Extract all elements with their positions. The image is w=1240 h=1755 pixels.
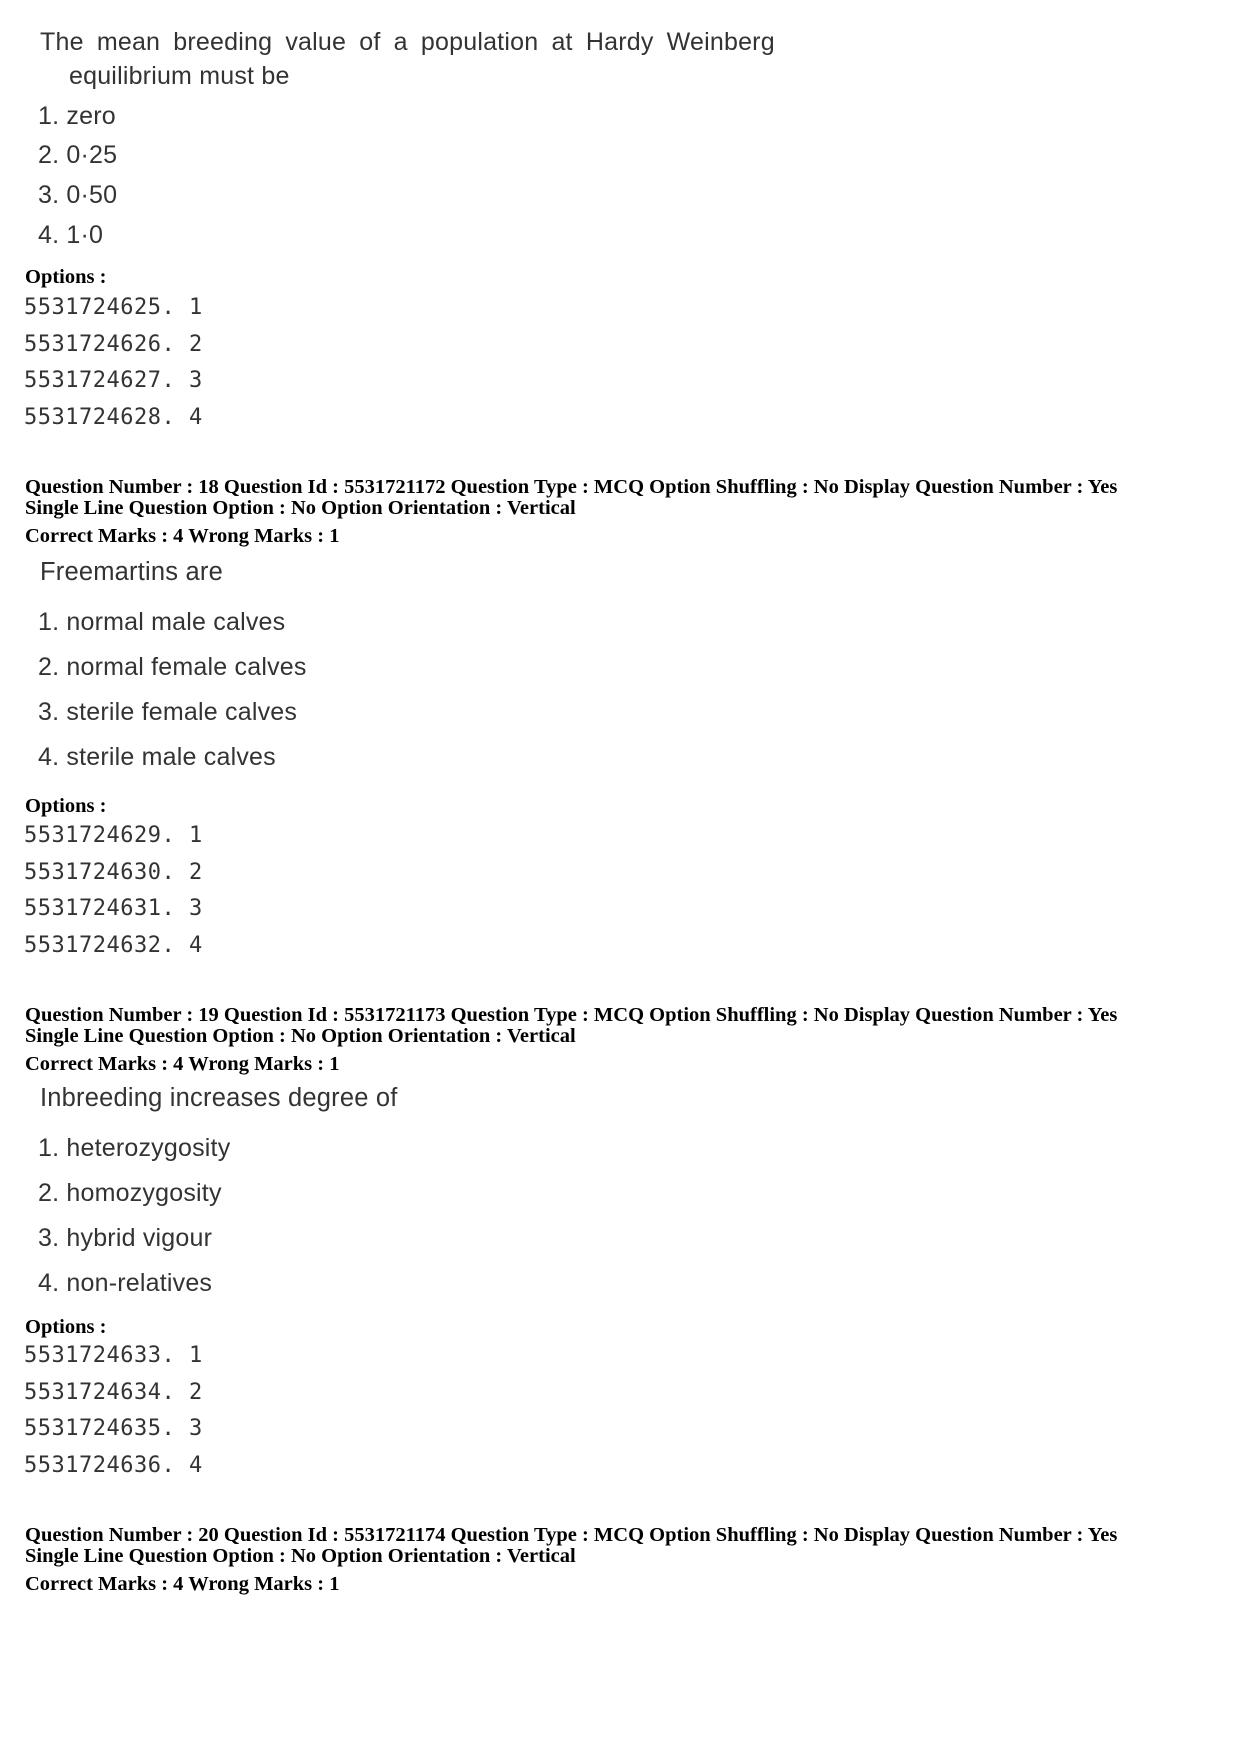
q19-option-1: 5531724633. 1 — [24, 1343, 203, 1368]
q19-option-3: 5531724635. 3 — [24, 1416, 203, 1441]
q19-options-label: Options : — [25, 1316, 107, 1338]
q18-choice-1: 1. normal male calves — [38, 608, 286, 636]
q19-header-line1: Question Number : 19 Question Id : 5531721173 Question Type : MCQ Option Shuffling : No Display Question Number : Yes — [25, 1004, 1118, 1026]
q19-option-2: 5531724634. 2 — [24, 1380, 203, 1405]
q17-choice-3: 3. 0·50 — [38, 181, 118, 209]
q18-option-3: 5531724631. 3 — [24, 896, 203, 921]
q20-header-line2: Single Line Question Option : No Option Orientation : Vertical — [25, 1545, 576, 1567]
q17-option-4: 5531724628. 4 — [24, 405, 203, 430]
q18-option-1: 5531724629. 1 — [24, 823, 203, 848]
q17-choice-2: 2. 0·25 — [38, 141, 118, 169]
q20-header-line1: Question Number : 20 Question Id : 5531721174 Question Type : MCQ Option Shuffling : No Display Question Number : Yes — [25, 1524, 1118, 1546]
q19-stem: Inbreeding increases degree of — [40, 1084, 398, 1112]
q18-options-label: Options : — [25, 795, 107, 817]
q18-choice-3: 3. sterile female calves — [38, 698, 298, 726]
q18-option-4: 5531724632. 4 — [24, 933, 203, 958]
q19-choice-1: 1. heterozygosity — [38, 1134, 231, 1162]
q18-stem: Freemartins are — [40, 558, 223, 586]
q17-options-label: Options : — [25, 266, 107, 288]
q17-choice-1: 1. zero — [38, 102, 116, 130]
q20-marks: Correct Marks : 4 Wrong Marks : 1 — [25, 1573, 340, 1595]
q18-header-line1: Question Number : 18 Question Id : 5531721172 Question Type : MCQ Option Shuffling : No Display Question Number : Yes — [25, 476, 1118, 498]
q19-marks: Correct Marks : 4 Wrong Marks : 1 — [25, 1053, 340, 1075]
q18-option-2: 5531724630. 2 — [24, 860, 203, 885]
q17-stem-line2: equilibrium must be — [69, 62, 290, 90]
q19-choice-2: 2. homozygosity — [38, 1179, 222, 1207]
q18-marks: Correct Marks : 4 Wrong Marks : 1 — [25, 525, 340, 547]
q18-choice-2: 2. normal female calves — [38, 653, 307, 681]
q19-choice-3: 3. hybrid vigour — [38, 1224, 213, 1252]
q19-choice-4: 4. non-relatives — [38, 1269, 213, 1297]
q18-header-line2: Single Line Question Option : No Option Orientation : Vertical — [25, 497, 576, 519]
q18-choice-4: 4. sterile male calves — [38, 743, 276, 771]
q17-option-3: 5531724627. 3 — [24, 368, 203, 393]
q19-header-line2: Single Line Question Option : No Option Orientation : Vertical — [25, 1025, 576, 1047]
q17-option-2: 5531724626. 2 — [24, 332, 203, 357]
q17-choice-4: 4. 1·0 — [38, 221, 104, 249]
q17-stem-line1: The mean breeding value of a population at Hardy Weinberg — [40, 28, 775, 56]
q19-option-4: 5531724636. 4 — [24, 1453, 203, 1478]
q17-option-1: 5531724625. 1 — [24, 295, 203, 320]
